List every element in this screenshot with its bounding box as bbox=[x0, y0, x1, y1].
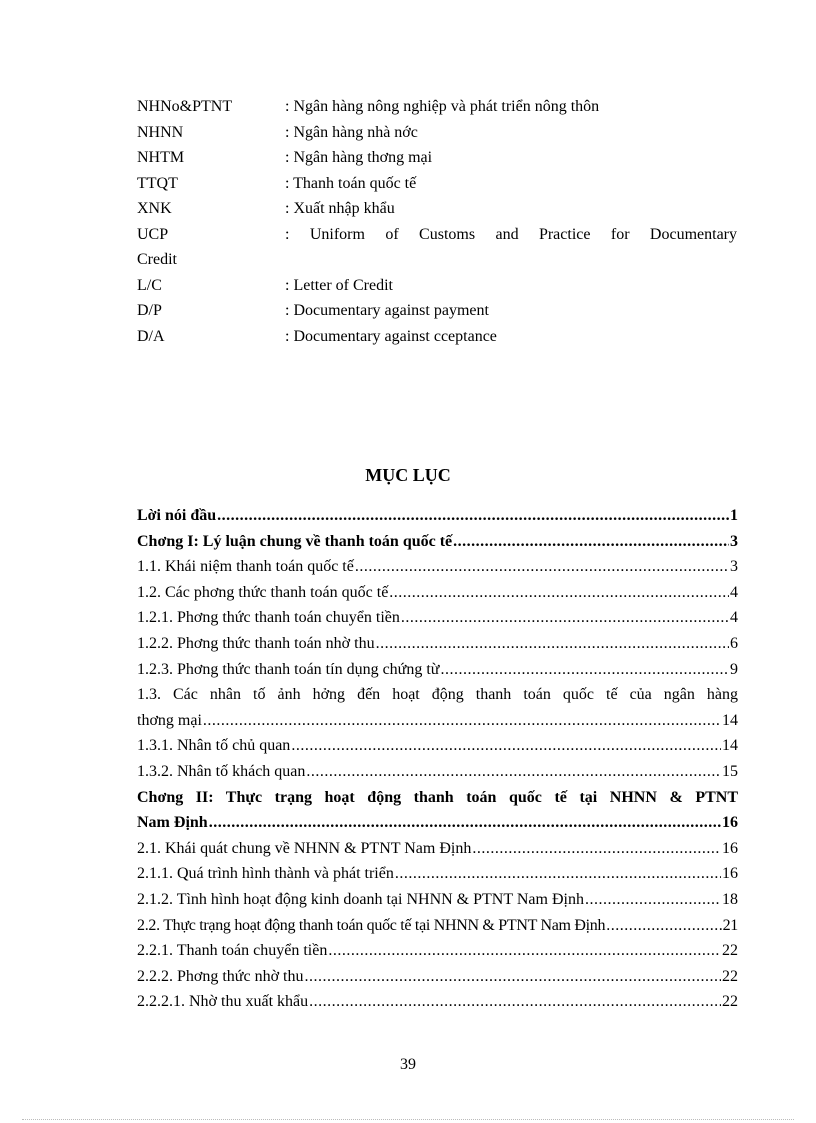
toc-entry[interactable] bbox=[137, 785, 738, 836]
dot-leader bbox=[328, 938, 721, 964]
toc-entry[interactable] bbox=[137, 682, 738, 733]
abbreviation-value: : Ngân hàng nhà nớc bbox=[285, 123, 418, 141]
toc-page-number: 6 bbox=[730, 634, 738, 652]
toc-entry-text: 1.2.3. Phơng thức thanh toán tín dụng chứng từ bbox=[137, 660, 440, 678]
abbreviation-row bbox=[137, 324, 737, 350]
toc-entry[interactable] bbox=[137, 759, 738, 785]
toc-page-number: 14 bbox=[722, 711, 738, 729]
abbreviation-value: : Documentary against payment bbox=[285, 302, 489, 319]
toc-page-number: 14 bbox=[722, 737, 738, 755]
dot-leader bbox=[606, 913, 721, 939]
dot-leader bbox=[355, 554, 729, 580]
toc-page-number: 22 bbox=[722, 993, 738, 1011]
abbreviation-row bbox=[137, 273, 737, 299]
dot-leader bbox=[440, 657, 729, 683]
toc-entry-text: 1.3.1. Nhân tố chủ quan bbox=[137, 737, 291, 755]
abbreviation-row bbox=[137, 145, 737, 171]
toc-page-number: 18 bbox=[722, 890, 738, 908]
dot-leader bbox=[472, 836, 721, 862]
toc-page-number: 16 bbox=[722, 865, 738, 883]
toc-entry[interactable] bbox=[137, 861, 738, 887]
toc-entry[interactable] bbox=[137, 529, 738, 555]
toc-page-number: 3 bbox=[730, 558, 738, 576]
toc-entry[interactable] bbox=[137, 733, 738, 759]
toc-entry[interactable] bbox=[137, 503, 738, 529]
toc-page-number: 21 bbox=[722, 916, 738, 934]
abbreviation-value: : Uniform of Customs and Practice for Documentary bbox=[285, 225, 737, 243]
toc-entry[interactable] bbox=[137, 989, 738, 1015]
table-of-contents bbox=[137, 503, 738, 1015]
footer-dotted-rule bbox=[22, 1119, 794, 1120]
toc-page-number: 9 bbox=[730, 660, 738, 678]
toc-entry[interactable] bbox=[137, 964, 738, 990]
toc-page-number: 4 bbox=[730, 583, 738, 601]
dot-leader bbox=[401, 605, 729, 631]
toc-entry-text: 2.1.1. Quá trình hình thành và phát triển bbox=[137, 865, 394, 883]
abbreviation-value: : Letter of Credit bbox=[285, 276, 393, 294]
toc-entry-text-continuation: thơng mại bbox=[137, 711, 202, 729]
toc-page-number: 22 bbox=[722, 967, 738, 985]
toc-page-number: 16 bbox=[722, 814, 738, 832]
toc-entry[interactable] bbox=[137, 836, 738, 862]
toc-entry[interactable] bbox=[137, 605, 738, 631]
toc-title: MỤC LỤC bbox=[365, 465, 451, 485]
abbreviation-row bbox=[137, 196, 737, 222]
toc-entry[interactable] bbox=[137, 580, 738, 606]
abbreviation-key: NHTM bbox=[137, 149, 185, 166]
toc-page-number: 3 bbox=[730, 532, 738, 550]
toc-entry-text: 2.2.1. Thanh toán chuyển tiền bbox=[137, 942, 328, 960]
toc-entry-text: Lời nói đầu bbox=[137, 507, 217, 524]
abbreviation-key: NHNN bbox=[137, 123, 184, 141]
toc-entry[interactable] bbox=[137, 554, 738, 580]
toc-entry-text: 2.2. Thực trạng hoạt động thanh toán quốc tế tại NHNN & PTNT Nam Định bbox=[137, 916, 606, 934]
abbreviation-key: UCP bbox=[137, 225, 169, 243]
toc-entry-text: 1.3. Các nhân tố ảnh hởng đến hoạt động thanh toán quốc tế của ngân hàng bbox=[137, 686, 738, 704]
dot-leader bbox=[376, 631, 729, 657]
abbreviation-key: NHNo&PTNT bbox=[137, 98, 233, 115]
toc-entry-text: 1.2.2. Phơng thức thanh toán nhờ thu bbox=[137, 634, 375, 652]
abbreviation-value: : Ngân hàng thơng mại bbox=[285, 149, 433, 166]
dot-leader bbox=[585, 887, 721, 913]
abbreviation-value: : Documentary against cceptance bbox=[285, 327, 497, 345]
toc-entry[interactable] bbox=[137, 631, 738, 657]
abbreviation-continuation: Credit bbox=[137, 251, 177, 268]
toc-page-number: 16 bbox=[722, 839, 738, 857]
dot-leader bbox=[217, 503, 729, 529]
abbreviation-key: XNK bbox=[137, 200, 172, 217]
toc-entry-text: 2.2.2. Phơng thức nhờ thu bbox=[137, 967, 304, 985]
toc-entry-text: 1.1. Khái niệm thanh toán quốc tế bbox=[137, 558, 354, 576]
toc-entry[interactable] bbox=[137, 938, 738, 964]
toc-page-number: 15 bbox=[722, 762, 738, 780]
toc-page-number: 4 bbox=[730, 609, 738, 627]
dot-leader bbox=[304, 964, 721, 990]
abbreviation-row bbox=[137, 94, 737, 120]
abbreviation-row bbox=[137, 171, 737, 197]
abbreviation-key: L/C bbox=[137, 276, 162, 294]
toc-entry-text: 1.2. Các phơng thức thanh toán quốc tế bbox=[137, 583, 389, 601]
dot-leader bbox=[306, 759, 721, 785]
abbreviation-key: TTQT bbox=[137, 174, 178, 192]
dot-leader bbox=[291, 733, 721, 759]
toc-entry[interactable] bbox=[137, 913, 738, 939]
toc-entry-text: 2.1. Khái quát chung về NHNN & PTNT Nam Định bbox=[137, 839, 472, 857]
abbreviation-key: D/P bbox=[137, 302, 162, 319]
toc-entry[interactable] bbox=[137, 657, 738, 683]
abbreviation-row bbox=[137, 298, 737, 324]
dot-leader bbox=[209, 810, 721, 836]
abbreviation-key: D/A bbox=[137, 327, 165, 345]
toc-entry-text: Chơng II: Thực trạng hoạt động thanh toán quốc tế tại NHNN & PTNT bbox=[137, 788, 738, 806]
toc-entry-text: 1.3.2. Nhân tố khách quan bbox=[137, 762, 306, 780]
dot-leader bbox=[395, 861, 721, 887]
toc-entry-text: 2.1.2. Tình hình hoạt động kinh doanh tại NHNN & PTNT Nam Định bbox=[137, 890, 584, 908]
abbreviation-value: : Ngân hàng nông nghiệp và phát triển nông thôn bbox=[285, 98, 600, 115]
abbreviation-value: : Thanh toán quốc tế bbox=[285, 174, 417, 192]
abbreviation-list bbox=[137, 94, 737, 349]
toc-page-number: 22 bbox=[722, 942, 738, 960]
toc-page-number: 1 bbox=[730, 507, 738, 524]
dot-leader bbox=[453, 529, 729, 555]
dot-leader bbox=[389, 580, 729, 606]
dot-leader bbox=[203, 708, 721, 734]
toc-entry-text: Chơng I: Lý luận chung về thanh toán quốc tế bbox=[137, 532, 453, 550]
abbreviation-row bbox=[137, 120, 737, 146]
abbreviation-value: : Xuất nhập khẩu bbox=[285, 200, 395, 217]
abbreviation-row bbox=[137, 222, 737, 273]
toc-entry-text: 2.2.2.1. Nhờ thu xuất khẩu bbox=[137, 993, 309, 1011]
toc-entry-text-continuation: Nam Định bbox=[137, 814, 208, 832]
toc-entry-text: 1.2.1. Phơng thức thanh toán chuyển tiền bbox=[137, 609, 400, 627]
page-number: 39 bbox=[400, 1056, 416, 1073]
toc-entry[interactable] bbox=[137, 887, 738, 913]
dot-leader bbox=[309, 989, 721, 1015]
